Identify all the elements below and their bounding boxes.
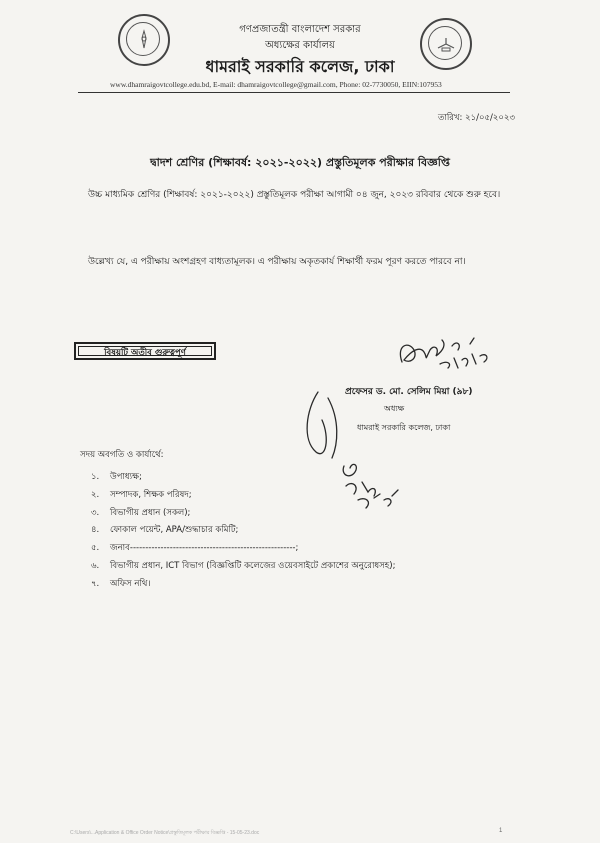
list-item: ২. সম্পাদক, শিক্ষক পরিষদ; bbox=[91, 489, 192, 500]
list-item: ৬. বিভাগীয় প্রধান, ICT বিভাগ (বিজ্ঞপ্তিটি কলেজের ওয়েবসাইটে প্রকাশের অনুরোধসহ); bbox=[91, 560, 396, 571]
important-note-text: বিষয়টি অতীব গুরুত্বপূর্ণ bbox=[104, 348, 186, 358]
signatory-college: ধামরাই সরকারি কলেজ, ঢাকা bbox=[357, 423, 451, 432]
footer-file-path: C:\Users\...Application & Office Order Notice\প্রস্তুতিমূলক পরীক্ষার বিজ্ঞপ্তি - 15-05-23.doc bbox=[70, 830, 260, 836]
office-line: অধ্যক্ষের কার্যালয় bbox=[265, 40, 335, 51]
cc-heading: সদয় অবগতি ও কার্যার্থে: bbox=[80, 450, 164, 460]
signatory-name: প্রফেসর ড. মো. সেলিম মিয়া (৯৮) bbox=[345, 387, 473, 397]
list-item: ৭. অফিস নথি। bbox=[91, 578, 151, 589]
notice-paragraph-2: উল্লেখ্য যে, এ পরীক্ষায় অংশগ্রহণ বাধ্যতামূলক। এ পরীক্ষায় অকৃতকার্য শিক্ষার্থী ফরম পূরণ করতে পারবে না। bbox=[88, 257, 466, 267]
list-item: ৫. জনাব------------------------------------------------------; bbox=[91, 543, 299, 554]
list-item: ১. উপাধ্যক্ষ; bbox=[91, 472, 142, 482]
footer-page-number: 1 bbox=[499, 828, 503, 834]
notice-paragraph-1: উচ্চ মাধ্যমিক শ্রেণির (শিক্ষাবর্ষ: ২০২১-২০২২) প্রস্তুতিমূলক পরীক্ষা আগামী ০৪ জুন, ২০২৩ রবিবার থেকে শুরু হবে। bbox=[88, 190, 501, 200]
notice-date: তারিখ: ২১/০৫/২০২৩ bbox=[438, 113, 516, 123]
list-item: ৩. বিভাগীয় প্রধান (সকল); bbox=[91, 507, 191, 518]
college-name: ধামরাই সরকারি কলেজ, ঢাকা bbox=[205, 57, 395, 76]
government-line: গণপ্রজাতন্ত্রী বাংলাদেশ সরকার bbox=[239, 24, 361, 35]
list-item: ৪. ফোকাল পয়েন্ট, APA/শুদ্ধাচার কমিটি; bbox=[91, 525, 239, 536]
notice-title: দ্বাদশ শ্রেণির (শিক্ষাবর্ষ: ২০২১-২০২২) প্রস্তুতিমূলক পরীক্ষার বিজ্ঞপ্তি bbox=[150, 156, 450, 169]
contact-line: www.dhamraigovtcollege.edu.bd, E-mail: dhamraigovtcollege@gmail.com, Phone: 02-7730050, EIIN:107953 bbox=[110, 80, 442, 89]
signatory-title: অধ্যক্ষ bbox=[384, 404, 405, 413]
cc-list bbox=[91, 470, 395, 595]
